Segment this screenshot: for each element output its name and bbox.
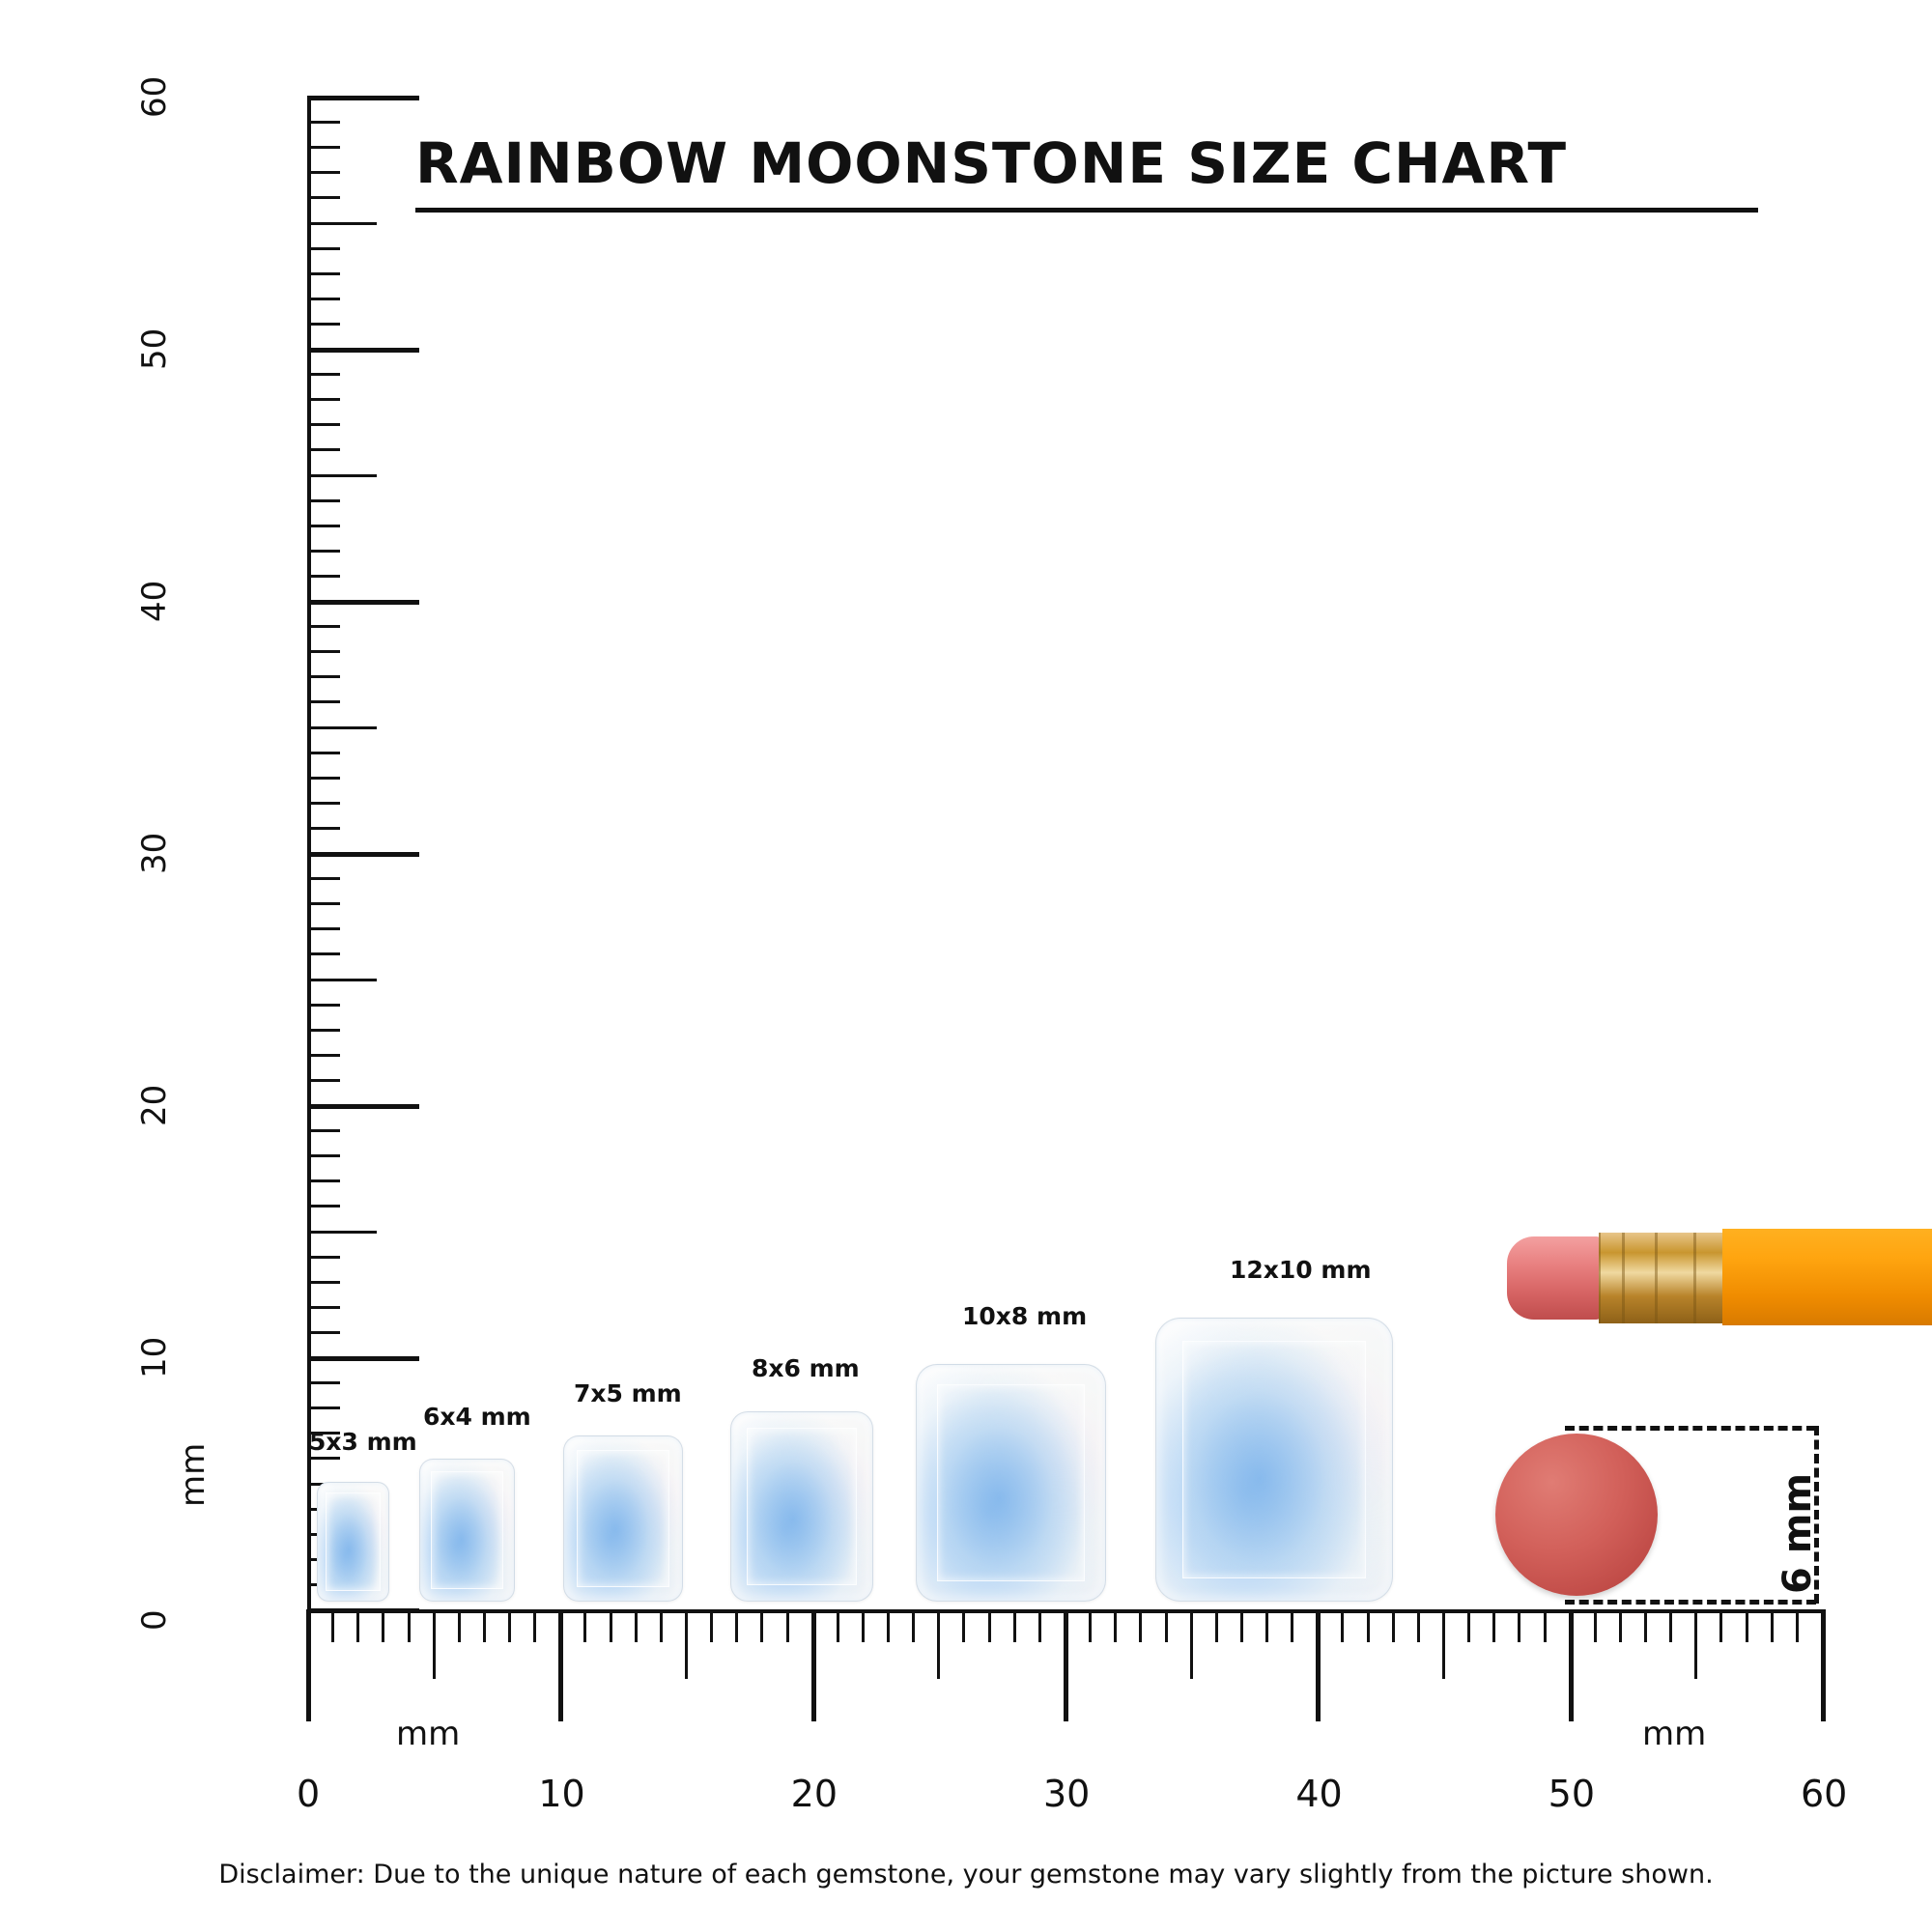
horizontal-tick [837, 1609, 839, 1642]
vertical-tick [307, 979, 377, 981]
vertical-tick [307, 298, 340, 300]
horizontal-tick [988, 1609, 991, 1642]
horizontal-tick [1746, 1609, 1748, 1642]
vertical-tick [307, 348, 419, 353]
horizontal-tick [1644, 1609, 1647, 1642]
horizontal-tick [508, 1609, 511, 1642]
horizontal-unit-label-left: mm [396, 1715, 461, 1753]
gem-label-10x8: 10x8 mm [962, 1302, 1088, 1330]
vertical-tick [307, 1406, 340, 1409]
horizontal-tick [1089, 1609, 1092, 1642]
horizontal-tick [1265, 1609, 1268, 1642]
vertical-unit-label: mm [174, 1442, 213, 1507]
vertical-tick [307, 1381, 340, 1384]
horizontal-tick [408, 1609, 411, 1642]
horizontal-tick-label: 30 [1043, 1773, 1091, 1815]
vertical-tick [307, 1231, 377, 1234]
vertical-tick [307, 272, 340, 275]
gem-label-12x10: 12x10 mm [1230, 1256, 1372, 1284]
vertical-tick [307, 1179, 340, 1182]
vertical-tick [307, 1205, 340, 1208]
vertical-tick [307, 726, 377, 729]
vertical-tick [307, 171, 340, 174]
vertical-tick [307, 600, 419, 605]
horizontal-tick [483, 1609, 486, 1642]
vertical-tick [307, 575, 340, 578]
gem-8x6 [730, 1411, 873, 1602]
vertical-tick [307, 1104, 419, 1109]
horizontal-tick [1139, 1609, 1142, 1642]
vertical-tick [307, 1029, 340, 1032]
vertical-tick-label: 20 [135, 1084, 174, 1126]
vertical-tick [307, 525, 340, 527]
horizontal-tick [382, 1609, 384, 1642]
horizontal-tick [1316, 1609, 1321, 1721]
horizontal-tick [887, 1609, 890, 1642]
eraser-size-label: 6 mm [1776, 1472, 1820, 1594]
vertical-tick [307, 146, 340, 149]
vertical-tick [307, 448, 340, 451]
title-underline [415, 208, 1758, 213]
vertical-tick [307, 650, 340, 653]
vertical-tick [307, 1281, 340, 1284]
horizontal-tick [1013, 1609, 1016, 1642]
horizontal-tick [356, 1609, 359, 1642]
disclaimer-text: Disclaimer: Due to the unique nature of each gemstone, your gemstone may vary slightly from the picture shown. [218, 1860, 1714, 1889]
pencil-ferrule [1599, 1233, 1728, 1323]
horizontal-tick [1190, 1609, 1193, 1679]
vertical-tick [307, 1154, 340, 1157]
horizontal-tick [786, 1609, 789, 1642]
horizontal-tick [1719, 1609, 1722, 1642]
eraser-dim-top-line [1565, 1426, 1816, 1431]
horizontal-tick [306, 1609, 311, 1721]
vertical-tick-label: 0 [135, 1609, 174, 1631]
horizontal-tick-label: 0 [297, 1773, 321, 1815]
vertical-tick [307, 1256, 340, 1259]
horizontal-tick-label: 40 [1295, 1773, 1343, 1815]
vertical-tick [307, 1356, 419, 1361]
gem-label-6x4: 6x4 mm [423, 1403, 531, 1431]
vertical-tick [307, 1306, 340, 1309]
gem-label-8x6: 8x6 mm [752, 1354, 860, 1382]
horizontal-tick [635, 1609, 638, 1642]
vertical-tick [307, 1004, 340, 1007]
vertical-tick [307, 752, 340, 754]
horizontal-tick [1569, 1609, 1574, 1721]
horizontal-tick [1367, 1609, 1370, 1642]
horizontal-tick [760, 1609, 763, 1642]
vertical-tick [307, 550, 340, 553]
horizontal-tick [1291, 1609, 1293, 1642]
vertical-tick [307, 247, 340, 250]
vertical-tick [307, 1457, 340, 1460]
horizontal-tick [610, 1609, 612, 1642]
vertical-tick [307, 96, 419, 100]
horizontal-unit-label-right: mm [1642, 1715, 1707, 1753]
gem-label-5x3: 5x3 mm [309, 1428, 417, 1456]
vertical-tick [307, 852, 419, 857]
horizontal-tick [1544, 1609, 1547, 1642]
vertical-tick [307, 700, 340, 703]
vertical-tick [307, 196, 340, 199]
round-eraser [1495, 1434, 1658, 1596]
horizontal-tick [862, 1609, 865, 1642]
vertical-tick [307, 625, 340, 628]
horizontal-tick [433, 1609, 436, 1679]
horizontal-tick [710, 1609, 713, 1642]
pencil-body [1722, 1229, 1932, 1325]
horizontal-tick [937, 1609, 940, 1679]
vertical-tick [307, 1129, 340, 1132]
horizontal-tick [1417, 1609, 1420, 1642]
vertical-tick [307, 323, 340, 326]
horizontal-tick [1038, 1609, 1041, 1642]
horizontal-tick [583, 1609, 586, 1642]
horizontal-tick [685, 1609, 688, 1679]
horizontal-tick [458, 1609, 461, 1642]
vertical-tick [307, 121, 340, 124]
horizontal-tick [1821, 1609, 1826, 1721]
horizontal-tick [1467, 1609, 1470, 1642]
gem-10x8 [916, 1364, 1106, 1602]
vertical-tick-label: 40 [135, 580, 174, 622]
gem-label-7x5: 7x5 mm [574, 1379, 682, 1407]
vertical-tick [307, 827, 340, 830]
horizontal-tick [1392, 1609, 1395, 1642]
vertical-tick-label: 60 [135, 75, 174, 118]
horizontal-tick [1442, 1609, 1445, 1679]
horizontal-tick [558, 1609, 563, 1721]
gem-7x5 [563, 1435, 683, 1602]
eraser-dim-bottom-line [1565, 1600, 1816, 1605]
vertical-tick [307, 802, 340, 805]
pencil-eraser-tip [1507, 1236, 1604, 1320]
vertical-tick [307, 927, 340, 930]
vertical-tick [307, 499, 340, 502]
vertical-tick-label: 10 [135, 1336, 174, 1378]
gem-5x3 [317, 1482, 389, 1602]
horizontal-tick [533, 1609, 536, 1642]
horizontal-tick [1341, 1609, 1344, 1642]
vertical-tick [307, 952, 340, 955]
horizontal-tick-label: 10 [538, 1773, 585, 1815]
horizontal-tick [1694, 1609, 1697, 1679]
horizontal-tick-label: 50 [1548, 1773, 1596, 1815]
horizontal-tick [660, 1609, 663, 1642]
horizontal-tick [1518, 1609, 1520, 1642]
page-title: RAINBOW MOONSTONE SIZE CHART [415, 130, 1568, 196]
horizontal-tick [811, 1609, 816, 1721]
horizontal-tick [1165, 1609, 1168, 1642]
vertical-tick [307, 1331, 340, 1334]
vertical-tick [307, 423, 340, 426]
horizontal-tick [962, 1609, 965, 1642]
gem-6x4 [419, 1459, 515, 1602]
vertical-tick [307, 373, 340, 376]
horizontal-tick [1492, 1609, 1495, 1642]
horizontal-tick-label: 20 [790, 1773, 838, 1815]
vertical-tick [307, 1054, 340, 1057]
horizontal-tick [1619, 1609, 1622, 1642]
gem-12x10 [1155, 1318, 1393, 1602]
horizontal-tick [912, 1609, 915, 1642]
vertical-tick [307, 877, 340, 880]
vertical-tick [307, 1079, 340, 1082]
vertical-tick [307, 675, 340, 678]
vertical-tick [307, 474, 377, 477]
vertical-tick [307, 222, 377, 225]
horizontal-tick [1064, 1609, 1068, 1721]
horizontal-tick-label: 60 [1801, 1773, 1848, 1815]
vertical-tick [307, 777, 340, 780]
horizontal-tick [1114, 1609, 1117, 1642]
horizontal-tick [331, 1609, 334, 1642]
horizontal-tick [1594, 1609, 1597, 1642]
horizontal-tick [735, 1609, 738, 1642]
vertical-tick [307, 902, 340, 905]
vertical-tick-label: 30 [135, 832, 174, 874]
vertical-tick [307, 398, 340, 401]
horizontal-tick [1215, 1609, 1218, 1642]
horizontal-tick [1240, 1609, 1243, 1642]
horizontal-tick [1771, 1609, 1774, 1642]
horizontal-tick [1796, 1609, 1799, 1642]
vertical-tick-label: 50 [135, 327, 174, 370]
horizontal-tick [1669, 1609, 1672, 1642]
